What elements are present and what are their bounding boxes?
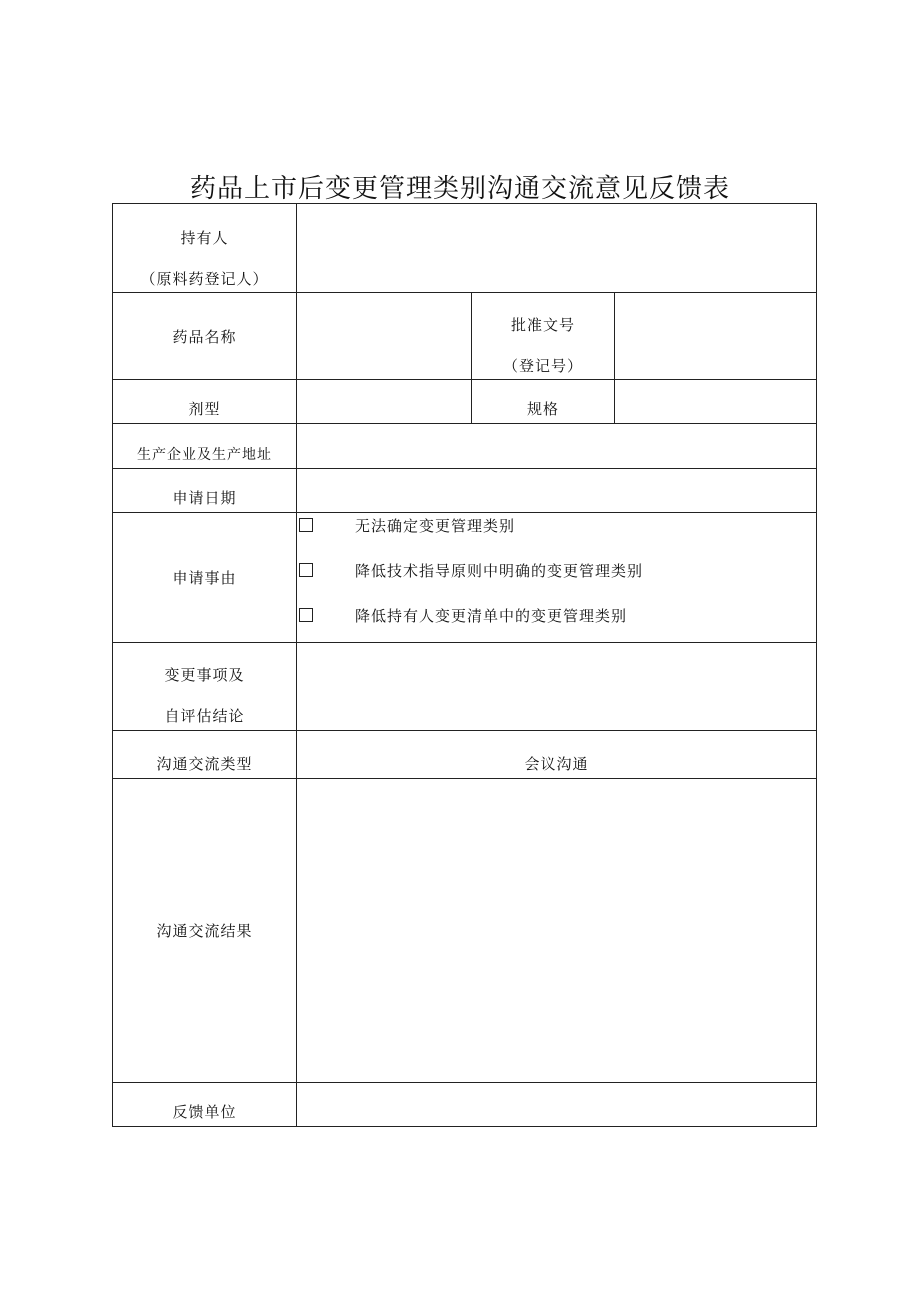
change-items-label-cell bbox=[113, 643, 297, 731]
approval-no-label: 批准文号 bbox=[510, 315, 575, 334]
feedback-unit-label-cell bbox=[113, 1083, 297, 1127]
reason-option-3[interactable] bbox=[297, 604, 816, 626]
comm-result-label-cell bbox=[113, 779, 297, 1083]
drug-name-field[interactable] bbox=[297, 293, 472, 380]
reason-option-2-text: 降低技术指导原则中明确的变更管理类别 bbox=[355, 561, 644, 580]
change-items-field[interactable] bbox=[297, 643, 817, 731]
row-comm-type bbox=[113, 731, 817, 779]
manufacturer-label-cell bbox=[113, 424, 297, 469]
row-feedback-unit bbox=[113, 1083, 817, 1127]
row-apply-date bbox=[113, 469, 817, 513]
feedback-form-table bbox=[112, 203, 817, 1127]
checkbox-icon[interactable] bbox=[299, 608, 313, 622]
reason-option-2[interactable] bbox=[297, 559, 816, 581]
row-apply-reason bbox=[113, 513, 817, 643]
checkbox-icon[interactable] bbox=[299, 518, 313, 532]
comm-type-label-cell bbox=[113, 731, 297, 779]
row-holder bbox=[113, 204, 817, 293]
comm-type-label: 沟通交流类型 bbox=[156, 755, 253, 773]
change-items-label-sub: 自评估结论 bbox=[164, 707, 245, 725]
approval-no-field[interactable] bbox=[615, 293, 817, 380]
holder-label-sub: （原料药登记人） bbox=[140, 269, 269, 288]
specification-field[interactable] bbox=[615, 380, 817, 424]
apply-date-field[interactable] bbox=[297, 469, 817, 513]
reason-option-1-text: 无法确定变更管理类别 bbox=[355, 516, 516, 535]
apply-date-label: 申请日期 bbox=[172, 489, 237, 507]
approval-no-label-cell bbox=[472, 293, 615, 380]
drug-name-label: 药品名称 bbox=[172, 327, 237, 346]
comm-type-field[interactable] bbox=[297, 731, 817, 779]
manufacturer-field[interactable] bbox=[297, 424, 817, 469]
dosage-form-field[interactable] bbox=[297, 380, 472, 424]
apply-reason-options bbox=[297, 513, 817, 643]
comm-result-field[interactable] bbox=[297, 779, 817, 1083]
dosage-form-label-cell bbox=[113, 380, 297, 424]
specification-label-cell bbox=[472, 380, 615, 424]
holder-label: 持有人 bbox=[180, 228, 229, 247]
dosage-form-label: 剂型 bbox=[188, 400, 221, 418]
row-dosage-form bbox=[113, 380, 817, 424]
feedback-unit-field[interactable] bbox=[297, 1083, 817, 1127]
reason-option-3-text: 降低持有人变更清单中的变更管理类别 bbox=[355, 606, 628, 625]
specification-label: 规格 bbox=[526, 400, 559, 418]
change-items-label: 变更事项及 bbox=[164, 666, 245, 684]
feedback-unit-label: 反馈单位 bbox=[172, 1103, 237, 1121]
row-drug-name bbox=[113, 293, 817, 380]
holder-field[interactable] bbox=[297, 204, 817, 293]
apply-reason-label: 申请事由 bbox=[172, 569, 237, 587]
comm-type-value: 会议沟通 bbox=[524, 755, 589, 773]
apply-reason-label-cell bbox=[113, 513, 297, 643]
drug-name-label-cell bbox=[113, 293, 297, 380]
apply-date-label-cell bbox=[113, 469, 297, 513]
holder-label-cell bbox=[113, 204, 297, 293]
row-manufacturer bbox=[113, 424, 817, 469]
checkbox-icon[interactable] bbox=[299, 563, 313, 577]
manufacturer-label: 生产企业及生产地址 bbox=[137, 447, 272, 463]
page-title: 药品上市后变更管理类别沟通交流意见反馈表 bbox=[189, 174, 730, 204]
comm-result-label: 沟通交流结果 bbox=[156, 922, 253, 940]
reason-option-1[interactable] bbox=[297, 514, 816, 536]
row-change-items bbox=[113, 643, 817, 731]
row-comm-result bbox=[113, 779, 817, 1083]
approval-no-label-sub: （登记号） bbox=[502, 356, 583, 375]
